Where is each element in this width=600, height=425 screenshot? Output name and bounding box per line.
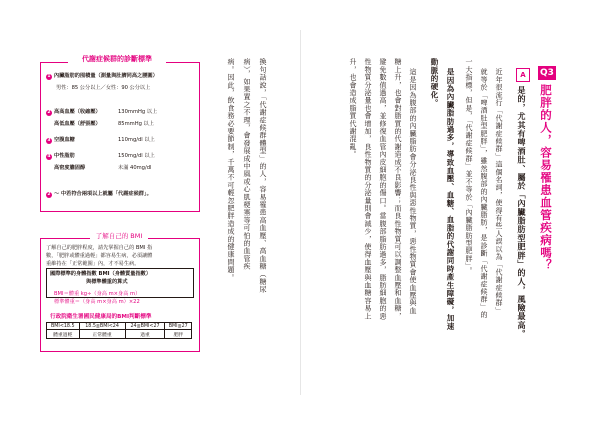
page-gutter xyxy=(300,30,301,395)
table-cell: 體重過輕 xyxy=(47,330,80,339)
right-text-col-10: 升，也會造成脂質代謝混亂。 xyxy=(349,58,357,159)
criteria-item-4b-value: 未滿 40mg/dl xyxy=(118,165,152,171)
bmi-formula-title-2: 與標準體重的算式 xyxy=(86,279,128,285)
criteria-item-4a: 4 中性脂肪 xyxy=(47,153,75,159)
right-text-col-9: 性物質分泌量也會增加，良性物質的分泌量則會減少，使得血壓與血糖容易上 xyxy=(364,58,372,320)
right-text-col-2: 就等於「啤酒肚型肥胖」，雖然腹部的內臟脂肪，是診斷「代謝症候群」的 xyxy=(480,68,488,319)
table-cell: 18.5≦BMI<24 xyxy=(79,323,125,330)
criteria-item-2a-value: 130mmHg 以上 xyxy=(118,109,158,115)
bmi-table-title: 行政院衛生署國民健康局的BMI判斷標準 xyxy=(50,314,152,320)
right-text-col-7: 糖上升，也會對脂質的代謝造成不良影響；而良性物質可以調整血壓和血糖， xyxy=(394,58,402,320)
table-cell: 肥胖 xyxy=(165,330,192,339)
criteria-item-2b-value: 85mmHg 以上 xyxy=(118,121,154,127)
criteria-footer: 2 〜 中若符合兩項以上就屬「代謝症候群」。 xyxy=(47,191,152,197)
bmi-desc-3: 重維持在「正常範圍」內，才不易生病。 xyxy=(46,261,140,267)
answer-badge: A xyxy=(516,68,530,82)
right-text-col-1: 近年很流行「代謝症候群」這個名詞，使得有些人誤以為「代謝症候群」 xyxy=(495,68,503,315)
bmi-desc-1: 了解自己的肥胖程度，請先掌握自己的 BMI 指 xyxy=(46,245,153,251)
standard-weight-formula: 標準體重＝（身高 m×身高 m）×22 xyxy=(54,299,140,305)
left-text-col-3: 病。因此，飲食務必要節制，千萬不可輕忽肥胖造成的健康問題。 xyxy=(227,58,235,282)
table-cell: 24≦BMI<27 xyxy=(125,323,165,330)
criteria-item-3: 3 空腹血糖 xyxy=(47,137,75,143)
table-cell: BMI<18.5 xyxy=(47,323,80,330)
right-text-col-6: 這是因為腹部的內臟脂肪會分泌良性與惡性物質，惡性物質會使血壓與血 xyxy=(409,68,417,315)
right-text-col-5: 動脈的硬化。 xyxy=(430,58,439,108)
criteria-item-4a-value: 150mg/dl 以上 xyxy=(118,153,155,159)
criteria-item-4b: 高密度膽固醇 xyxy=(54,165,86,171)
right-text-col-8: 避免數值過高，並修復血管內皮細胞的傷口。當腹部脂肪過多，脂肪細胞的惡 xyxy=(379,58,387,320)
table-cell: 正常體重 xyxy=(79,330,125,339)
criteria-item-2b: 高低血壓（舒張壓） xyxy=(54,121,101,127)
right-text-col-4: 是因為內臟脂肪過多，導致血壓、血糖、血脂的代謝同時產生障礙，加速 xyxy=(446,68,455,331)
criteria-item-2a: 2 高高血壓（收縮壓） xyxy=(47,109,101,115)
question-title: 肥胖的人，容易罹患血管疾病嗎？ xyxy=(539,84,553,272)
bmi-table xyxy=(46,322,192,339)
question-badge: Q3 xyxy=(538,66,556,80)
table-cell: 過重 xyxy=(125,330,165,339)
table-row xyxy=(47,323,192,330)
criteria-item-3-value: 110mg/dl 以上 xyxy=(118,137,155,143)
criteria-item-1-value: 男性：85 公分以上／女性：90 公分以上 xyxy=(56,85,151,91)
left-text-col-2: 病），如果置之不理，會發展成中風或心肌梗塞等可怕的血管疾 xyxy=(243,58,251,271)
bmi-desc-2: 數，「肥胖或體重過輕」都容易生病，必須讓體 xyxy=(46,253,153,259)
table-cell: BMI≧27 xyxy=(165,323,192,330)
criteria-box-title: 代謝症候群的診斷標準 xyxy=(68,54,166,64)
right-text-col-3: 一大指標，但是，「代謝症候群」並不等於「內臟脂肪型肥胖」。 xyxy=(465,58,473,275)
answer-headline: 是的，尤其有啤酒肚、屬於「內臟脂肪型肥胖」的人，風險最高。 xyxy=(517,86,526,339)
bmi-formula-title-1: 國際標準的身體指數 BMI（身體質量指數） xyxy=(50,271,152,277)
criteria-item-1: 1 內臟脂肪的囤積量（測量與肚臍同高之腰圍） xyxy=(47,73,158,79)
bmi-formula: BMI＝體重 kg÷（身高 m×身高 m） xyxy=(54,291,141,297)
bmi-box-title: 了解自己的 BMI xyxy=(90,231,148,240)
left-text-col-1: 換句話說，「代謝症候群體型」的人，容易罹患高血壓、高血糖（糖尿 xyxy=(259,58,267,294)
table-row xyxy=(47,330,192,339)
